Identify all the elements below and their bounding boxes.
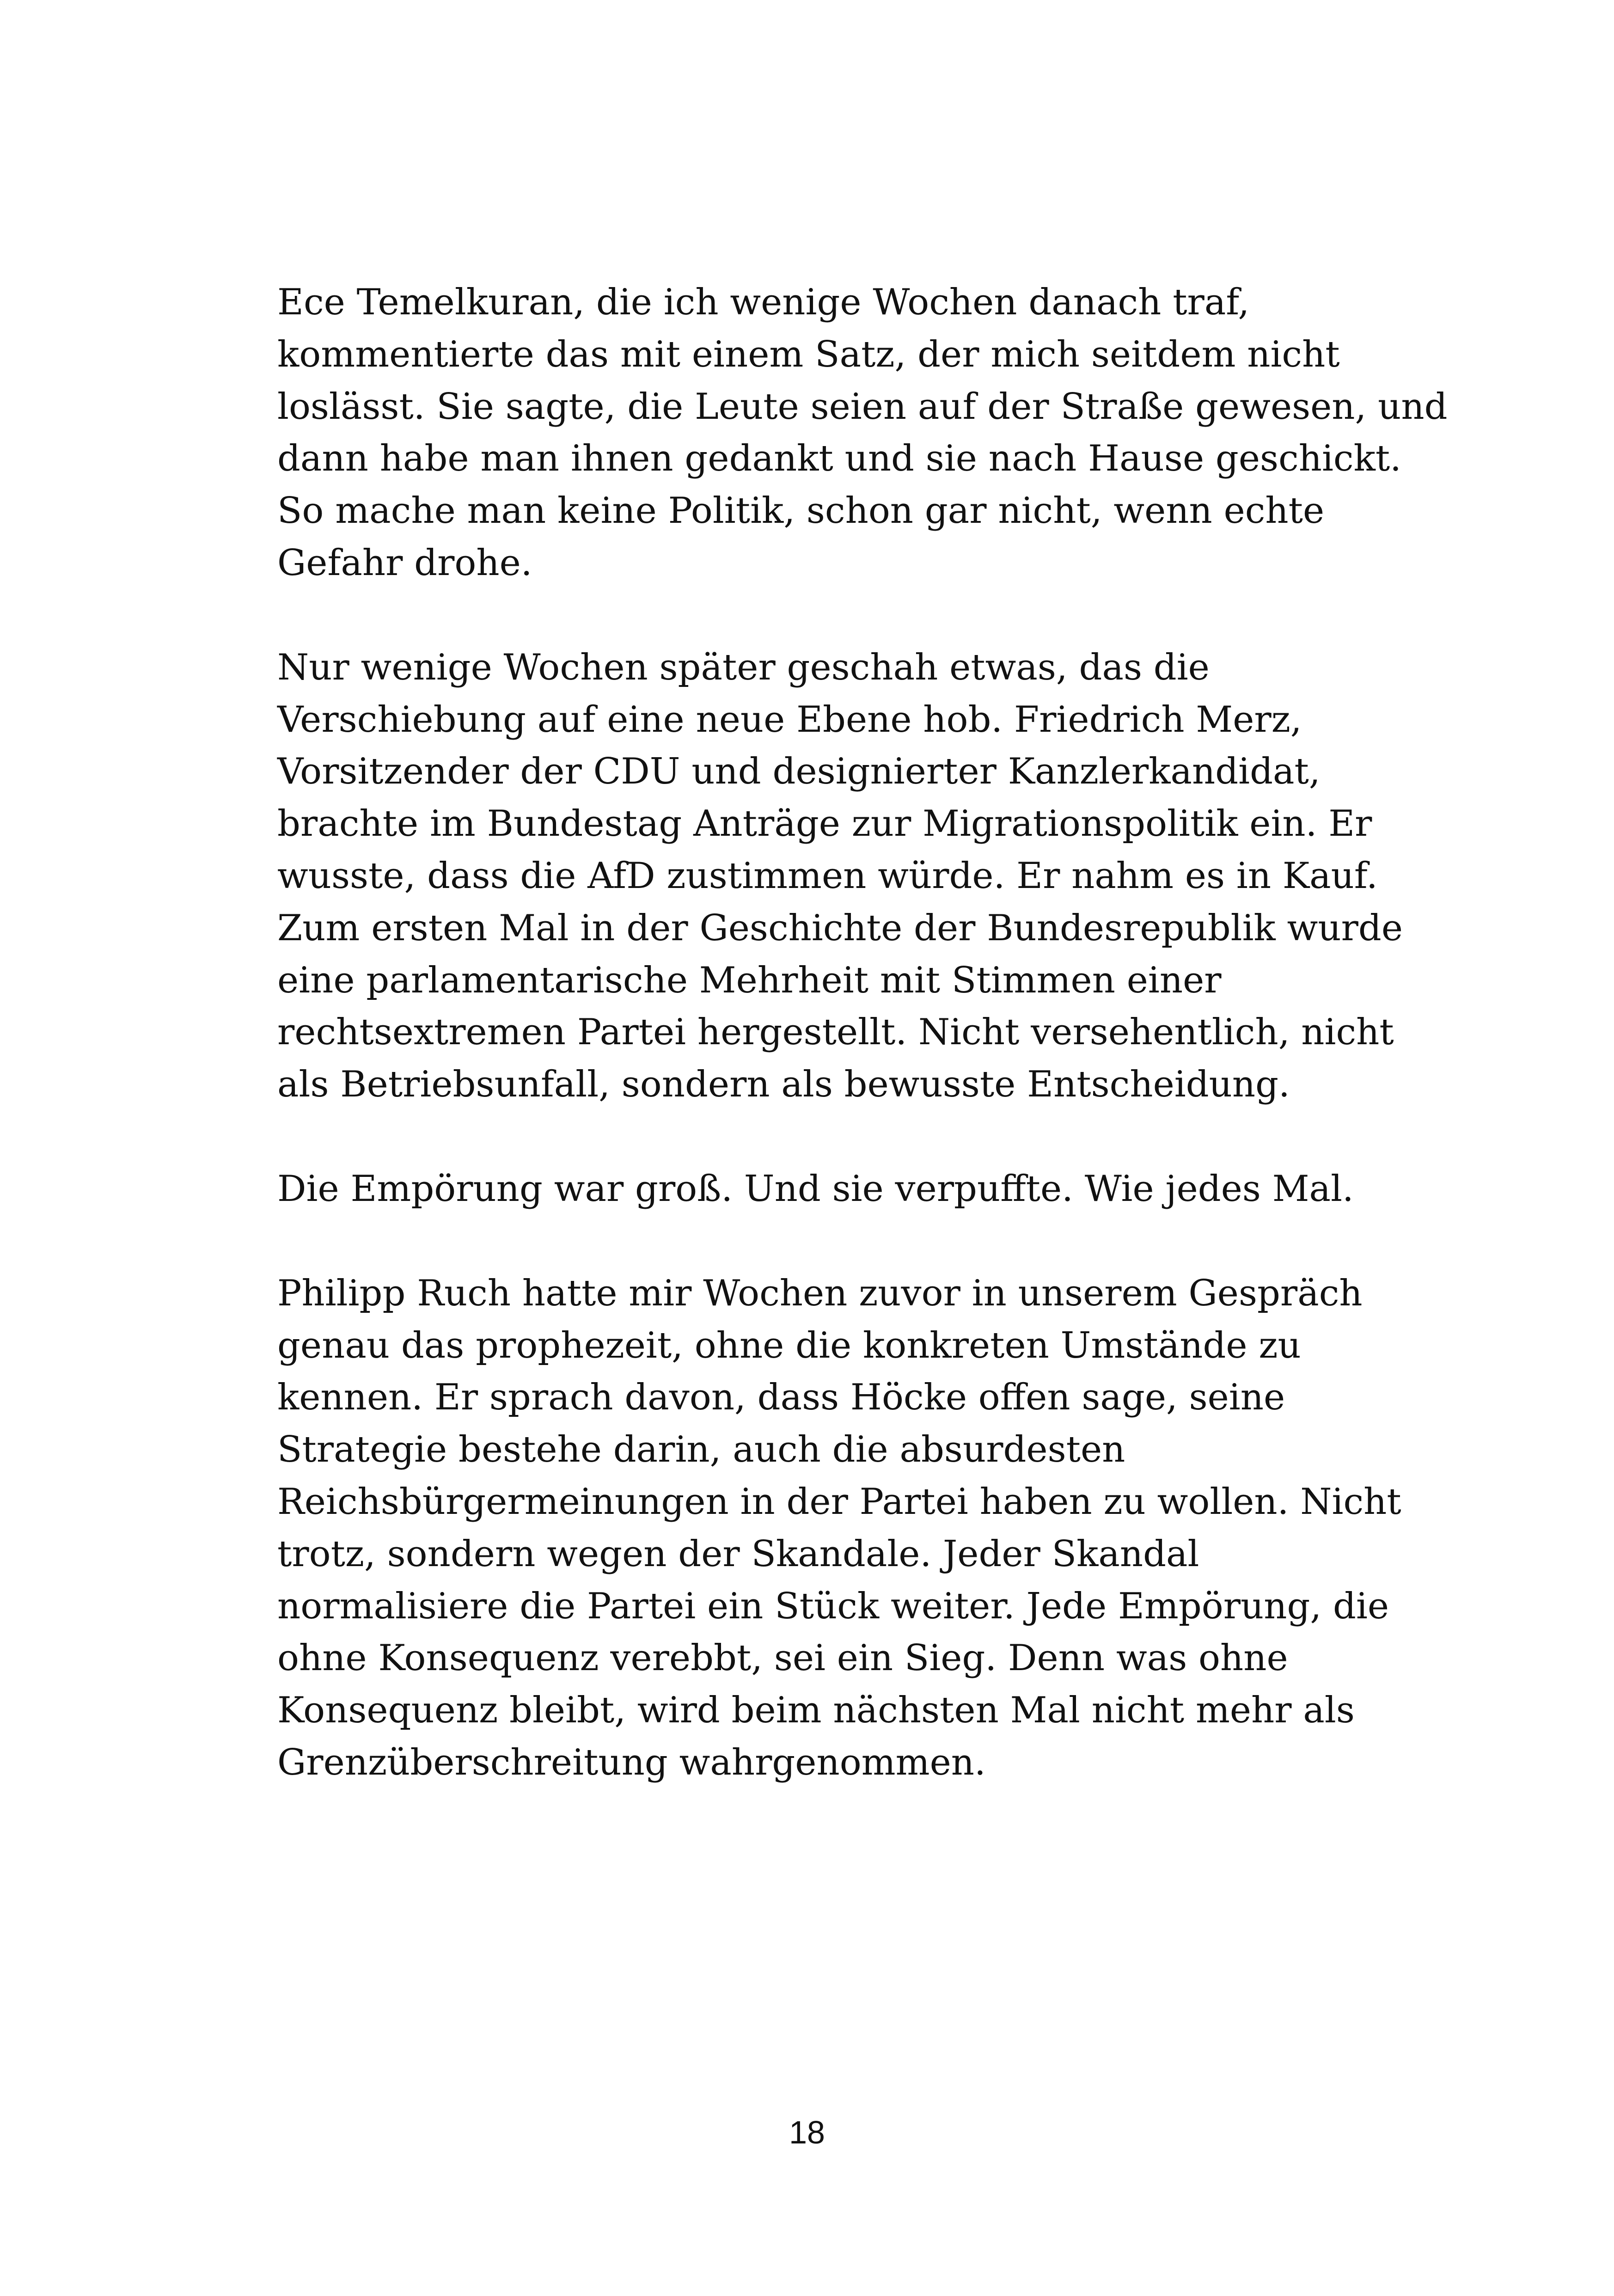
- text-line: Grenzüberschreitung wahrgenommen.: [277, 1741, 986, 1783]
- text-line: Vorsitzender der CDU und designierter Kanzlerkandidat,: [277, 751, 1321, 793]
- text-line: Gefahr drohe.: [277, 542, 532, 584]
- text-line: trotz, sondern wegen der Skandale. Jeder Skandal: [277, 1533, 1199, 1575]
- text-line: Ece Temelkuran, die ich wenige Wochen danach traf,: [277, 282, 1250, 323]
- text-line: dann habe man ihnen gedankt und sie nach Hause geschickt.: [277, 438, 1401, 480]
- text-line: Strategie bestehe darin, auch die absurdesten: [277, 1429, 1125, 1471]
- text-line: als Betriebsunfall, sondern als bewusste Entscheidung.: [277, 1064, 1290, 1106]
- text-line: eine parlamentarische Mehrheit mit Stimmen einer: [277, 959, 1222, 1001]
- paragraph: [277, 642, 1403, 1111]
- paragraph: [277, 276, 1448, 589]
- text-line: loslässt. Sie sagte, die Leute seien auf der Straße gewesen, und: [277, 386, 1448, 428]
- text-line: kennen. Er sprach davon, dass Höcke offen sage, seine: [277, 1377, 1285, 1419]
- text-line: Zum ersten Mal in der Geschichte der Bundesrepublik wurde: [277, 907, 1403, 949]
- text-line: wusste, dass die AfD zustimmen würde. Er nahm es in Kauf.: [277, 855, 1378, 897]
- body-text: [277, 276, 1448, 1841]
- paragraph: [277, 1267, 1401, 1789]
- text-line: Konsequenz bleibt, wird beim nächsten Mal nicht mehr als: [277, 1690, 1355, 1732]
- text-line: Verschiebung auf eine neue Ebene hob. Friedrich Merz,: [277, 698, 1302, 741]
- text-line: So mache man keine Politik, schon gar nicht, wenn echte: [277, 490, 1325, 532]
- text-line: genau das prophezeit, ohne die konkreten Umstände zu: [277, 1324, 1301, 1366]
- text-line: kommentierte das mit einem Satz, der mich seitdem nicht: [277, 333, 1340, 375]
- page-number: 18: [789, 2114, 825, 2150]
- text-line: brachte im Bundestag Anträge zur Migrationspolitik ein. Er: [277, 803, 1372, 845]
- paragraph: [277, 1163, 1387, 1215]
- text-line: Nur wenige Wochen später geschah etwas, das die: [277, 646, 1210, 688]
- text-line: ohne Konsequenz verebbt, sei ein Sieg. Denn was ohne: [277, 1637, 1288, 1679]
- text-line: normalisiere die Partei ein Stück weiter. Jede Empörung, die: [277, 1585, 1389, 1627]
- text-line: rechtsextremen Partei hergestellt. Nicht versehentlich, nicht: [277, 1011, 1394, 1053]
- text-line: Reichsbürgermeinungen in der Partei haben zu wollen. Nicht: [277, 1481, 1401, 1523]
- text-line: Die Empörung war groß. Und sie verpuffte. Wie jedes Mal.: [277, 1168, 1354, 1210]
- text-line: Philipp Ruch hatte mir Wochen zuvor in unserem Gespräch: [277, 1272, 1363, 1314]
